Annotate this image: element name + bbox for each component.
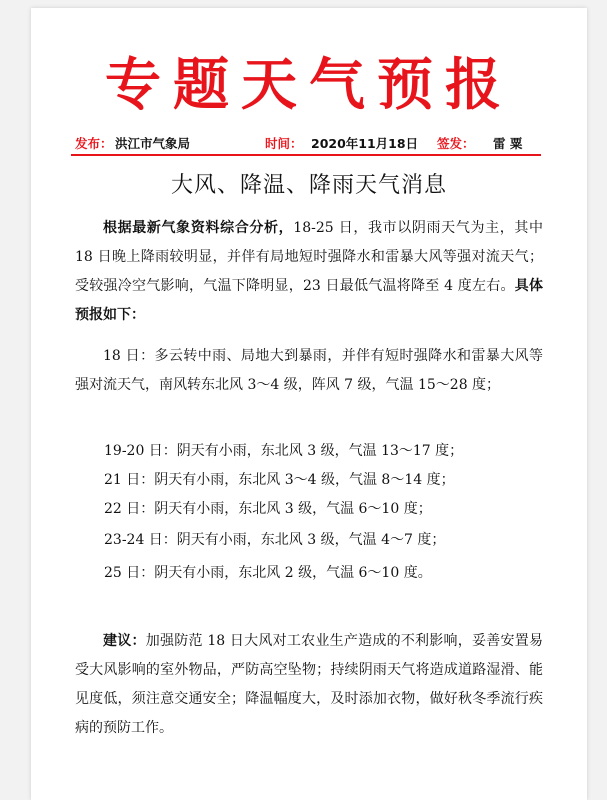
advice-label: 建议： bbox=[103, 633, 146, 649]
intro-lead: 根据最新气象资料综合分析， bbox=[103, 220, 294, 236]
intro-body: 18-25 日，我市以阴雨天气为主，其中 18 日晚上降雨较明显，并伴有局地短时强降水和雷暴大风等强对流天气；受较强冷空气影响，气温下降明显，23 日最低气温将降至 4 度左右。 bbox=[75, 220, 544, 294]
masthead-title: 专题天气预报 bbox=[105, 53, 513, 118]
issuer-label: 发布： bbox=[75, 136, 113, 151]
time-label: 时间： bbox=[265, 136, 303, 151]
forecast-line: 25 日：阴天有小雨，东北风 2 级，气温 6～10 度。 bbox=[104, 565, 432, 581]
signer-label: 签发： bbox=[437, 136, 475, 151]
forecast-lead: 具体预报如下： bbox=[75, 278, 543, 323]
header-divider bbox=[71, 154, 541, 156]
time-value: 2020年11月18日 bbox=[311, 136, 419, 151]
document-title: 大风、降温、降雨天气消息 bbox=[170, 173, 447, 198]
forecast-line: 23-24 日：阴天有小雨，东北风 3 级，气温 4～7 度； bbox=[104, 532, 446, 548]
day18-paragraph: 18 日：多云转中雨、局地大到暴雨，并伴有短时强降水和雷暴大风等强对流天气，南风转东北风 3～4 级，阵风 7 级，气温 15～28 度； bbox=[75, 348, 543, 393]
forecast-line: 19-20 日：阴天有小雨，东北风 3 级，气温 13～17 度； bbox=[104, 443, 464, 459]
advice-paragraph bbox=[75, 627, 543, 743]
document-page bbox=[31, 8, 587, 800]
issuer-value: 洪江市气象局 bbox=[115, 136, 191, 151]
forecast-line: 22 日：阴天有小雨，东北风 3 级，气温 6～10 度； bbox=[104, 501, 432, 517]
advice-body: 加强防范 18 日大风对工农业生产造成的不利影响，妥善安置易受大风影响的室外物品，严防高空坠物；持续阴雨天气将造成道路湿滑、能见度低，须注意交通安全；降温幅度大，及时添加衣物，做好秋冬季流行疾病的预防工作。 bbox=[75, 633, 544, 736]
signer-value: 雷 粟 bbox=[493, 136, 523, 151]
intro-paragraph bbox=[75, 214, 543, 330]
forecast-line: 21 日：阴天有小雨，东北风 3～4 级，气温 8～14 度； bbox=[104, 472, 455, 488]
issue-info-row bbox=[75, 134, 545, 154]
